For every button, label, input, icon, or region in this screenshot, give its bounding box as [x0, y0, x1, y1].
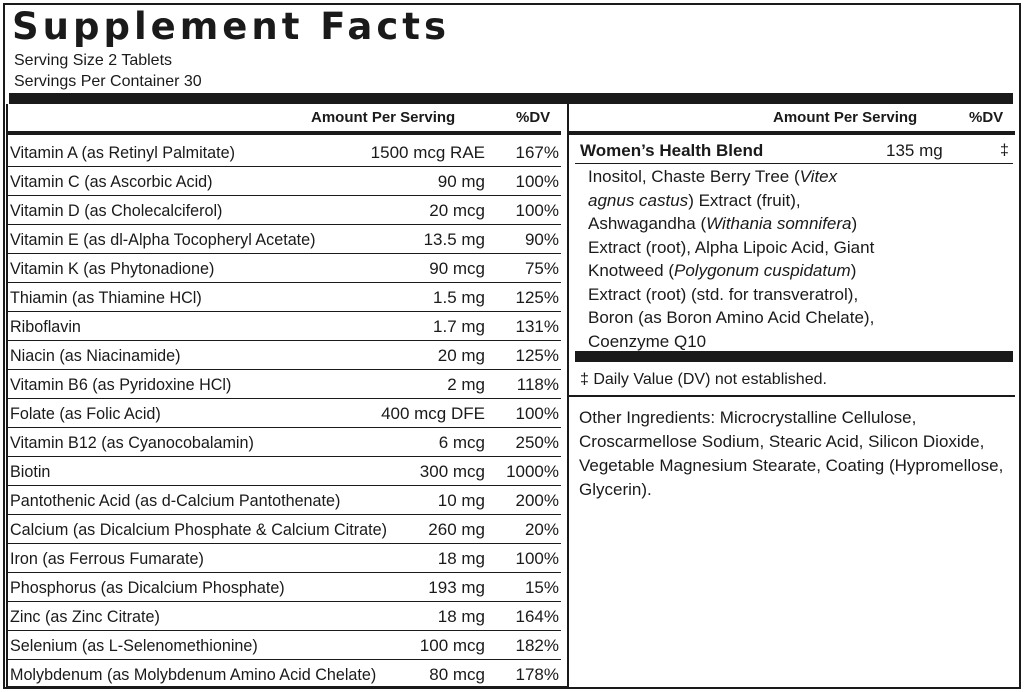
- right-dv-header: %DV: [969, 109, 1004, 126]
- table-row: [8, 457, 561, 486]
- botanical-name: Vitex agnus castus: [588, 167, 838, 210]
- nutrient-name: Selenium (as L-Selenomethionine): [10, 636, 258, 655]
- nutrient-name: Iron (as Ferrous Fumarate): [10, 549, 204, 568]
- table-row: [8, 312, 561, 341]
- nutrient-amount: 10 mg: [437, 491, 485, 510]
- table-row: [8, 631, 561, 660]
- nutrient-dv: 100%: [515, 201, 559, 220]
- table-row: [8, 225, 561, 254]
- nutrient-amount: 100 mcg: [419, 636, 485, 655]
- nutrient-dv: 167%: [515, 143, 559, 162]
- nutrient-amount: 18 mg: [437, 607, 485, 626]
- servings-per-container: Servings Per Container 30: [14, 73, 202, 90]
- nutrient-dv: 250%: [515, 433, 559, 452]
- nutrient-name: Thiamin (as Thiamine HCl): [10, 288, 202, 307]
- left-dv-header: %DV: [516, 109, 551, 126]
- nutrient-dv: 1000%: [506, 462, 559, 481]
- table-row: [8, 486, 561, 515]
- nutrient-name: Vitamin C (as Ascorbic Acid): [10, 172, 213, 191]
- nutrient-name: Biotin: [10, 462, 51, 481]
- left-amount-header: Amount Per Serving: [311, 109, 456, 126]
- blend-dv-mark: ‡: [1000, 142, 1009, 159]
- blend-bottom-bar: [575, 351, 1013, 362]
- nutrient-amount: 90 mg: [437, 172, 485, 191]
- nutrient-dv: 164%: [515, 607, 559, 626]
- left-header-rule: [8, 131, 561, 135]
- nutrient-name: Molybdenum (as Molybdenum Amino Acid Chelate): [10, 665, 377, 684]
- blend-amount: 135 mg: [886, 141, 943, 160]
- table-row: [8, 254, 561, 283]
- nutrient-name: Vitamin B6 (as Pyridoxine HCl): [10, 375, 232, 394]
- ingredient-text: Inositol, Chaste Berry Tree (: [588, 167, 800, 186]
- table-row: [8, 573, 561, 602]
- blend-ingredients: [588, 165, 888, 353]
- right-header-rule: [569, 131, 1015, 135]
- nutrient-amount: 1.5 mg: [433, 288, 485, 307]
- table-row: [8, 196, 561, 225]
- nutrient-name: Niacin (as Niacinamide): [10, 346, 181, 365]
- nutrient-dv: 200%: [515, 491, 559, 510]
- nutrient-dv: 118%: [516, 375, 559, 394]
- nutrient-rows: [8, 138, 561, 689]
- nutrient-name: Calcium (as Dicalcium Phosphate & Calcium Citrate): [10, 520, 387, 539]
- nutrient-name: Phosphorus (as Dicalcium Phosphate): [10, 578, 285, 597]
- nutrient-amount: 1500 mcg RAE: [370, 143, 485, 162]
- nutrient-name: Vitamin K (as Phytonadione): [10, 259, 215, 278]
- facts-box-bottom-rule: [567, 395, 1015, 397]
- header-divider-bar: [9, 93, 1013, 104]
- nutrient-name: Riboflavin: [10, 317, 81, 336]
- table-row: [8, 515, 561, 544]
- other-ingredients: Other Ingredients: Microcrystalline Cellulose, Croscarmellose Sodium, Stearic Acid, Silicon Dioxide, Vegetable Magnesium Stearate, Coating (Hypromellose, Glycerin).: [579, 408, 1004, 499]
- nutrient-amount: 20 mg: [437, 346, 485, 365]
- nutrient-name: Folate (as Folic Acid): [10, 404, 161, 423]
- nutrient-amount: 80 mcg: [429, 665, 485, 684]
- dv-footnote: ‡ Daily Value (DV) not established.: [580, 371, 827, 388]
- label-title: Supplement Facts: [12, 5, 451, 48]
- nutrient-dv: 75%: [524, 259, 559, 278]
- nutrient-dv: 131%: [515, 317, 559, 336]
- blend-name: Women’s Health Blend: [580, 141, 764, 160]
- nutrient-dv: 100%: [515, 172, 559, 191]
- nutrient-amount: 193 mg: [428, 578, 485, 597]
- nutrient-dv: 182%: [515, 636, 559, 655]
- blend-rule: [575, 163, 1013, 164]
- table-row: [8, 660, 561, 689]
- panel-divider: [567, 104, 569, 406]
- nutrient-amount: 6 mcg: [438, 433, 485, 452]
- serving-size: Serving Size 2 Tablets: [14, 52, 173, 69]
- nutrient-dv: 100%: [515, 549, 559, 568]
- nutrient-dv: 20%: [524, 520, 559, 539]
- table-row: [8, 341, 561, 370]
- nutrient-amount: 20 mcg: [429, 201, 485, 220]
- nutrient-dv: 100%: [515, 404, 559, 423]
- table-row: [8, 167, 561, 196]
- table-row: [8, 399, 561, 428]
- table-row: [8, 428, 561, 457]
- ingredient-text: ) Extract (root), Alpha Lipoic Acid, Giant Knotweed (: [588, 214, 875, 280]
- nutrient-name: Vitamin D (as Cholecalciferol): [10, 201, 223, 220]
- nutrient-amount: 13.5 mg: [423, 230, 485, 249]
- nutrient-amount: 18 mg: [437, 549, 485, 568]
- ingredient-text: ) Extract (fruit), Ashwagandha (: [588, 190, 801, 233]
- table-row: [8, 138, 561, 167]
- nutrient-dv: 90%: [524, 230, 559, 249]
- botanical-name: Polygonum cuspidatum: [674, 261, 851, 280]
- botanical-name: Withania somnifera: [706, 214, 852, 233]
- nutrient-amount: 400 mcg DFE: [381, 404, 485, 423]
- nutrient-dv: 15%: [524, 578, 559, 597]
- nutrient-amount: 90 mcg: [429, 259, 485, 278]
- nutrient-amount: 300 mcg: [419, 462, 485, 481]
- nutrient-name: Vitamin B12 (as Cyanocobalamin): [10, 433, 254, 452]
- table-row: [8, 544, 561, 573]
- table-row: [8, 370, 561, 399]
- nutrient-amount: 260 mg: [428, 520, 485, 539]
- right-amount-header: Amount Per Serving: [773, 109, 918, 126]
- nutrient-name: Pantothenic Acid (as d-Calcium Pantothenate): [10, 491, 341, 510]
- nutrient-dv: 125%: [515, 288, 559, 307]
- nutrient-amount: 1.7 mg: [433, 317, 485, 336]
- nutrient-name: Vitamin A (as Retinyl Palmitate): [10, 143, 236, 162]
- nutrient-name: Zinc (as Zinc Citrate): [10, 607, 160, 626]
- table-row: [8, 602, 561, 631]
- table-row: [8, 283, 561, 312]
- nutrient-name: Vitamin E (as dl-Alpha Tocopheryl Acetate): [10, 230, 316, 249]
- ingredient-text: ) Extract (root) (std. for transveratrol), Boron (as Boron Amino Acid Chelate), Coenzyme Q10: [588, 261, 875, 351]
- nutrient-amount: 2 mg: [447, 375, 485, 394]
- nutrient-dv: 178%: [515, 665, 559, 684]
- nutrient-dv: 125%: [515, 346, 559, 365]
